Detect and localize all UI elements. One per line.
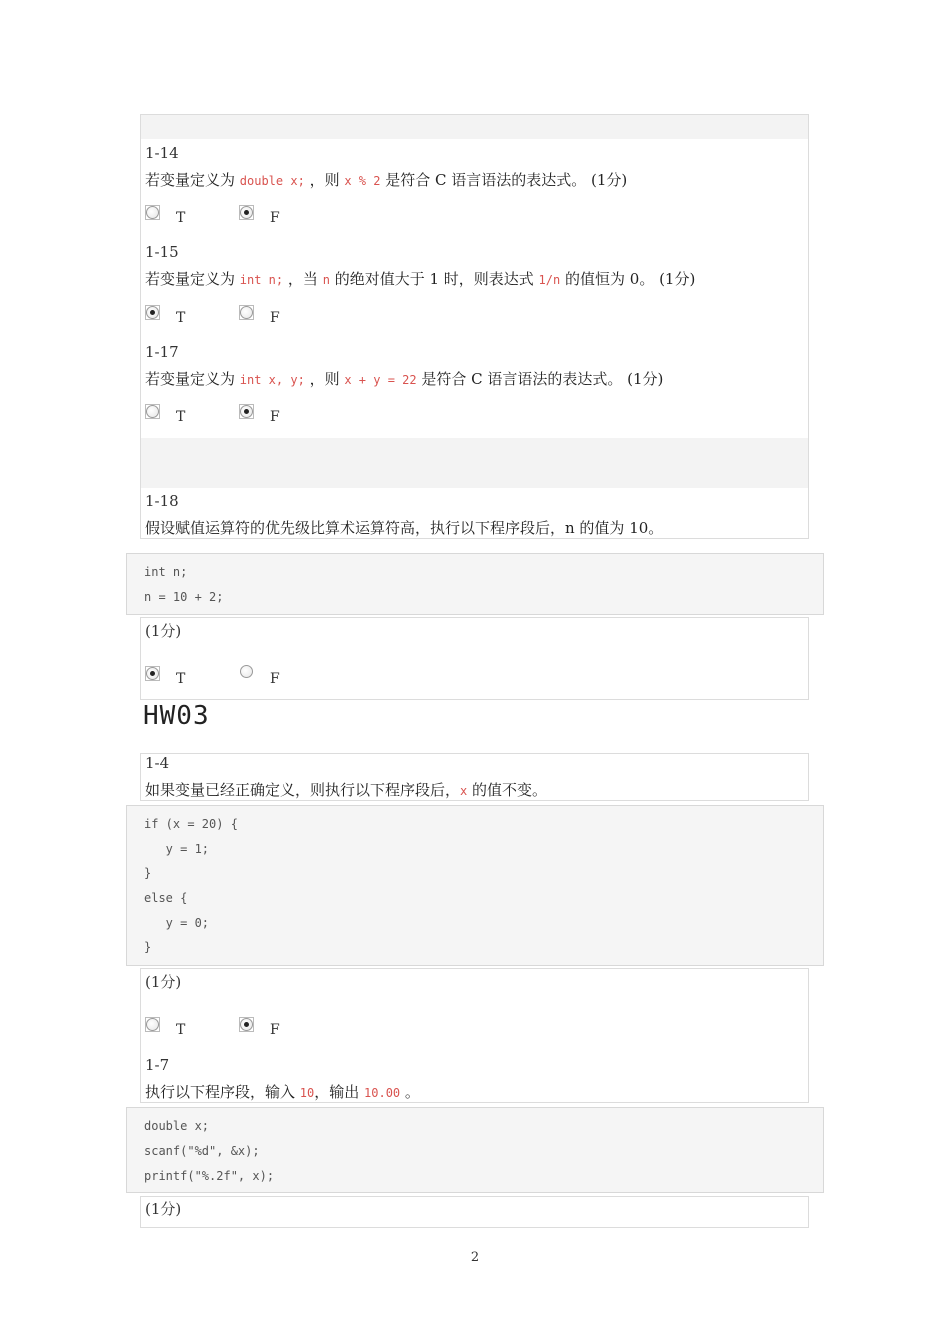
text-segment: 是符合 C 语言语法的表达式。 (1分): [416, 370, 664, 388]
question-score: (1分): [145, 973, 182, 991]
inline-code: x: [460, 784, 468, 798]
text-segment: 的绝对值大于 1 时，则表达式: [329, 270, 539, 288]
inline-code: 1/n: [538, 273, 561, 287]
text-segment: ，输出: [314, 1083, 365, 1101]
code-line: printf("%.2f", x);: [144, 1169, 275, 1183]
question-text: [145, 268, 695, 289]
code-block: [126, 805, 824, 966]
text-segment: 若变量定义为: [145, 171, 240, 189]
option-label-false: F: [270, 310, 280, 326]
radio-false[interactable]: [240, 206, 253, 219]
panel-separator-strip: [141, 438, 808, 488]
question-number: 1-17: [145, 343, 179, 361]
option-label-false: F: [270, 210, 280, 226]
code-line: n = 10 + 2;: [144, 590, 224, 604]
option-label-true: T: [176, 210, 186, 226]
text-segment: 的值不变。: [467, 781, 548, 799]
answer-panel: [140, 1196, 809, 1228]
option-label-true: T: [176, 310, 186, 326]
question-number: 1-18: [145, 492, 179, 510]
radio-false[interactable]: [240, 405, 253, 418]
code-line: y = 0;: [144, 916, 210, 930]
radio-true[interactable]: [146, 306, 159, 319]
text-segment: 若变量定义为: [145, 270, 240, 288]
code-block: [126, 553, 824, 615]
inline-code: int n;: [239, 273, 284, 287]
code-block: [126, 1107, 824, 1193]
code-line: double x;: [144, 1119, 210, 1133]
question-score: (1分): [145, 622, 182, 640]
radio-true[interactable]: [146, 1018, 159, 1031]
radio-true[interactable]: [146, 405, 159, 418]
inline-code: n: [322, 273, 330, 287]
radio-true[interactable]: [146, 206, 159, 219]
code-line: }: [144, 866, 152, 880]
radio-true[interactable]: [146, 667, 159, 680]
text-segment: 若变量定义为: [145, 370, 240, 388]
code-line: scanf("%d", &x);: [144, 1144, 260, 1158]
question-text: [145, 1081, 420, 1102]
radio-false[interactable]: [240, 1018, 253, 1031]
text-segment: 的值恒为 0。 (1分): [560, 270, 696, 288]
radio-false[interactable]: [240, 306, 253, 319]
text-segment: 如果变量已经正确定义，则执行以下程序段后，: [145, 781, 461, 799]
page-number: 2: [470, 1250, 480, 1265]
code-line: }: [144, 940, 152, 954]
text-segment: ，则: [304, 370, 345, 388]
inline-code: int x, y;: [239, 373, 305, 387]
question-text: 假设赋值运算符的优先级比算术运算符高，执行以下程序段后，n 的值为 10。: [145, 519, 664, 537]
option-label-true: T: [176, 671, 186, 687]
inline-code: x + y = 22: [344, 373, 417, 387]
answer-panel: [140, 617, 809, 700]
option-label-false: F: [270, 1022, 280, 1038]
option-label-true: T: [176, 409, 186, 425]
inline-code: double x;: [239, 174, 305, 188]
question-score: (1分): [145, 1200, 182, 1218]
code-line: if (x = 20) {: [144, 817, 238, 831]
text-segment: ，则: [304, 171, 345, 189]
option-label-false: F: [270, 671, 280, 687]
question-number: 1-4: [145, 754, 170, 772]
section-heading: HW03: [143, 701, 210, 731]
text-segment: 。: [400, 1083, 420, 1101]
code-line: y = 1;: [144, 842, 210, 856]
text-segment: 执行以下程序段，输入: [145, 1083, 300, 1101]
radio-false[interactable]: [240, 665, 253, 678]
option-label-false: F: [270, 409, 280, 425]
question-text: [145, 368, 663, 389]
question-number: 1-7: [145, 1056, 170, 1074]
question-number: 1-14: [145, 144, 179, 162]
option-label-true: T: [176, 1022, 186, 1038]
inline-code: 10.00: [364, 1086, 401, 1100]
panel-header-strip: [141, 115, 808, 139]
question-text: [145, 779, 547, 800]
text-segment: 是符合 C 语言语法的表达式。 (1分): [380, 171, 628, 189]
code-line: else {: [144, 891, 188, 905]
inline-code: 10: [299, 1086, 315, 1100]
question-text: [145, 169, 627, 190]
question-number: 1-15: [145, 243, 179, 261]
inline-code: x % 2: [344, 174, 381, 188]
text-segment: ，当: [283, 270, 323, 288]
code-line: int n;: [144, 565, 188, 579]
